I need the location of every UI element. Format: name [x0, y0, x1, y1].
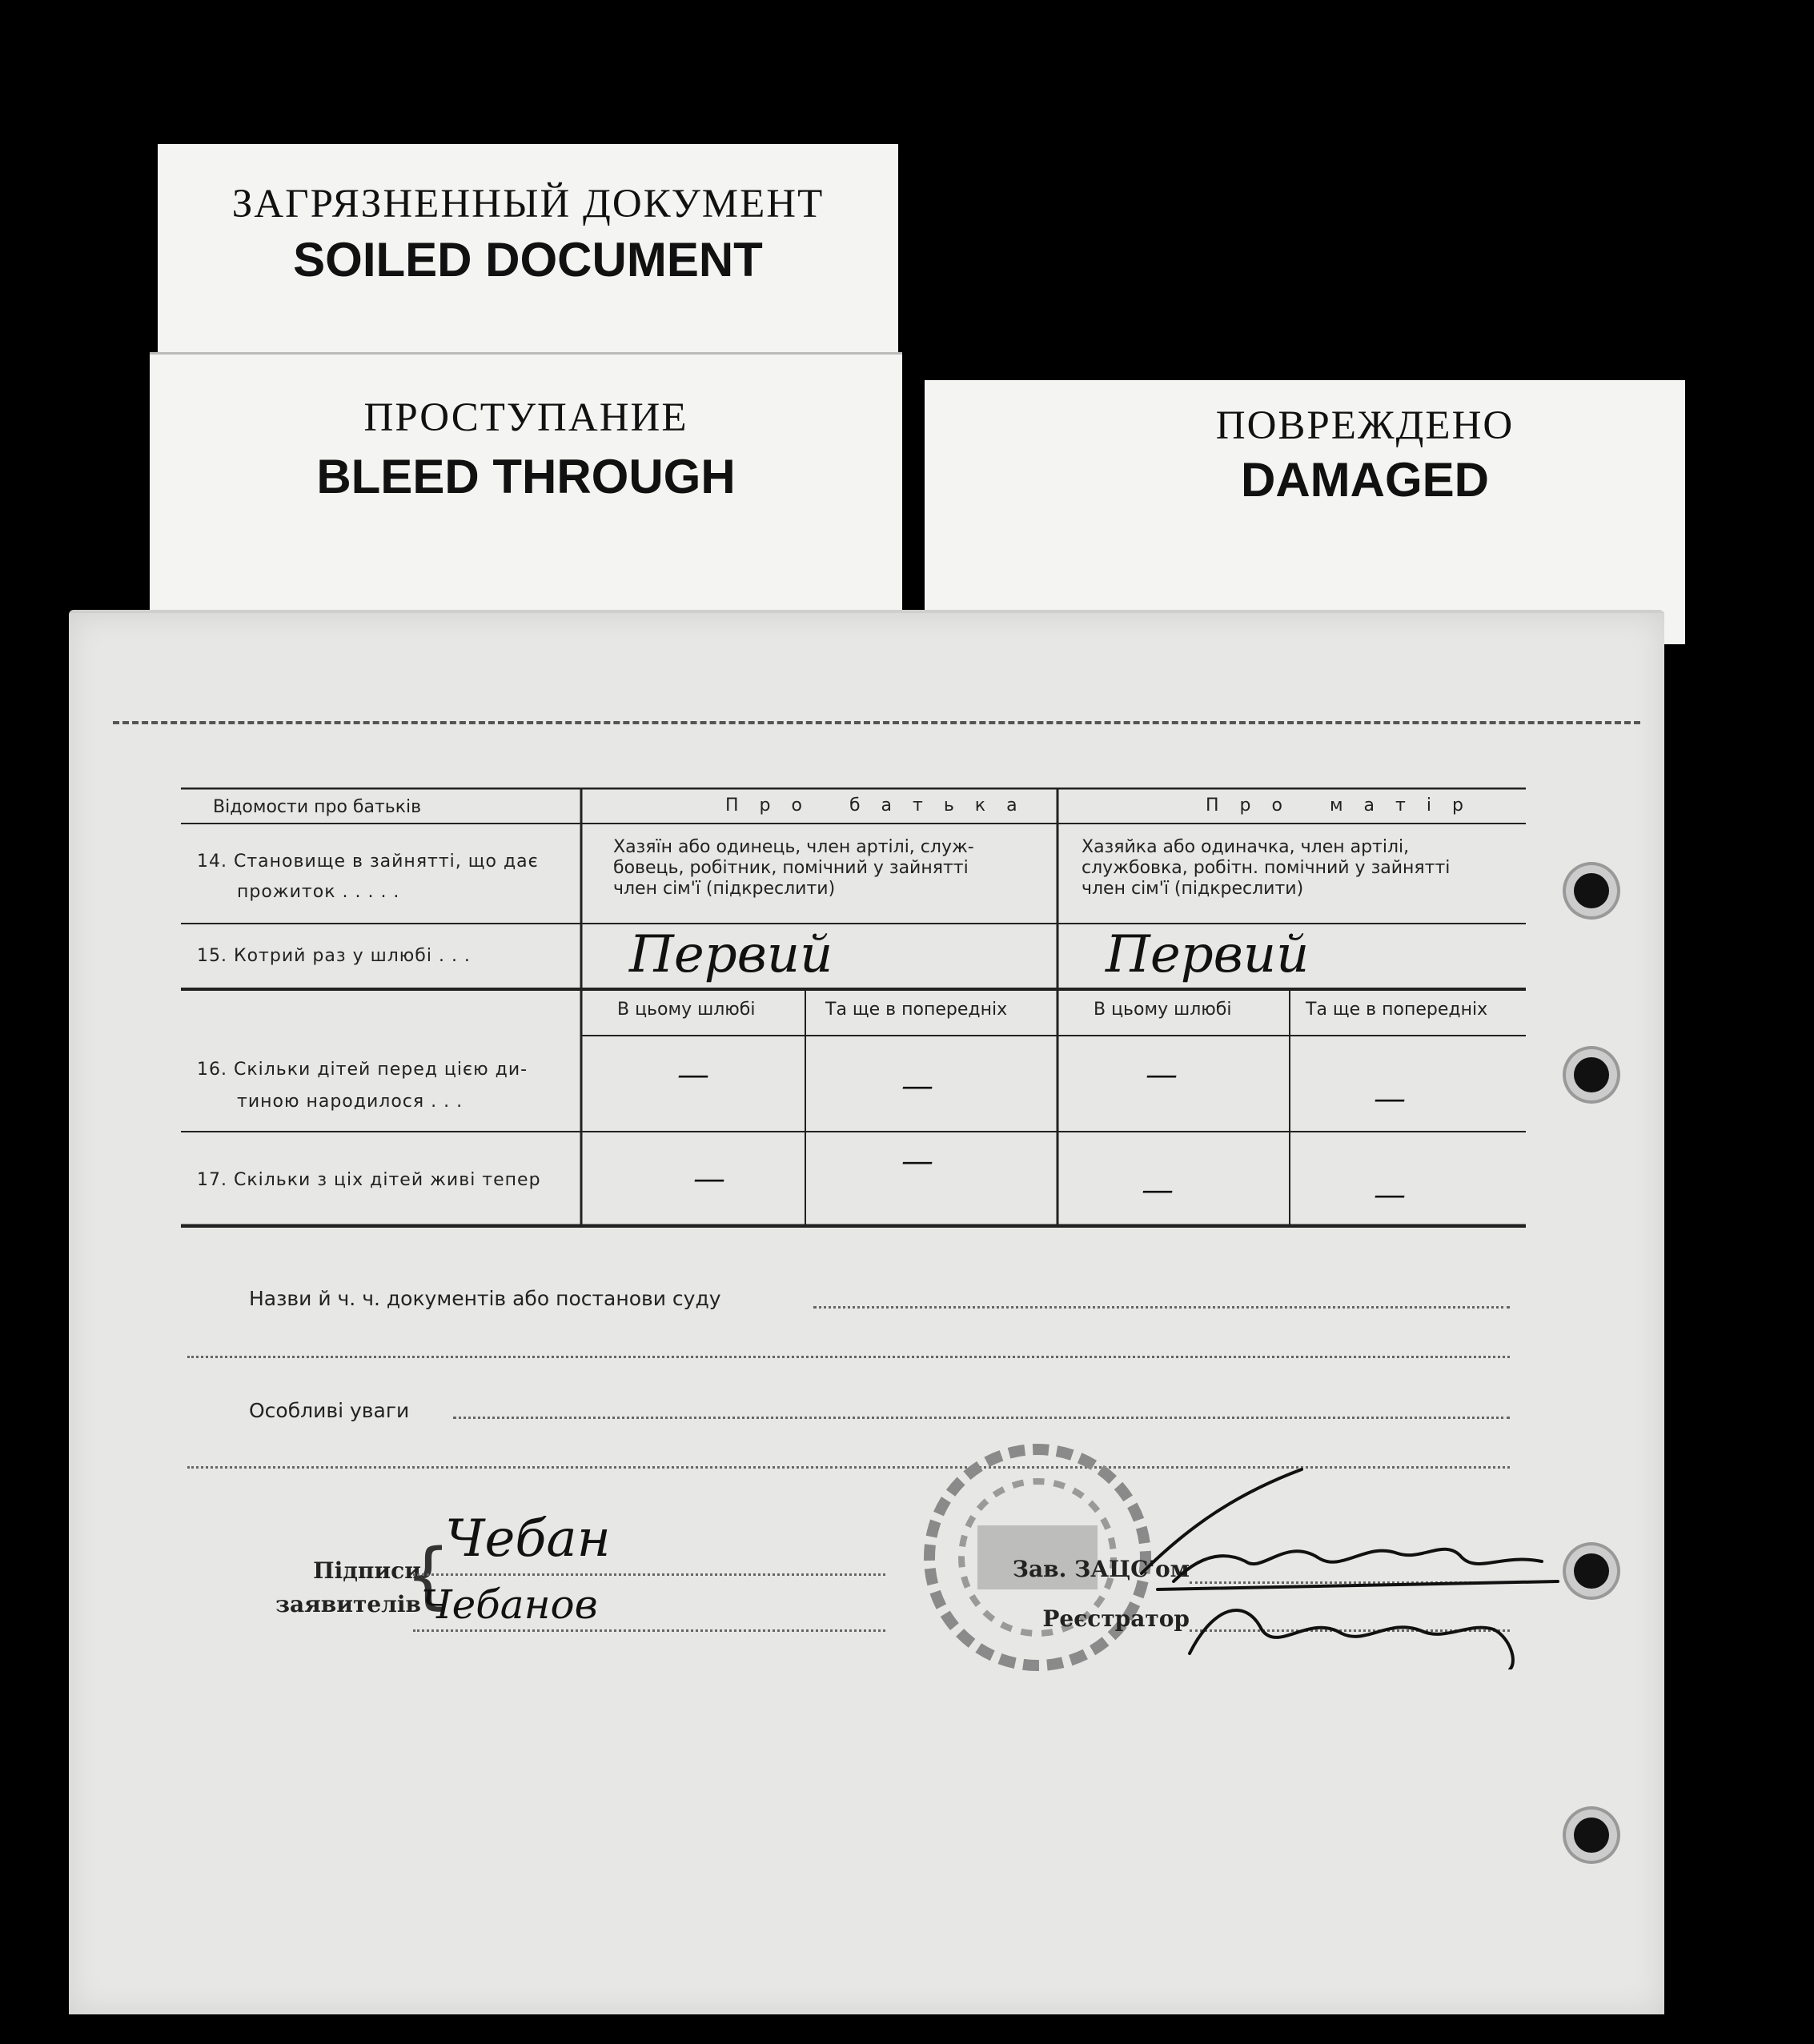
- row17-label: 17. Скільки з ціх дітей живі тепер: [197, 1170, 541, 1190]
- subheader-father-prev: Та ще в попередніх: [825, 1000, 1008, 1020]
- soiled-label-ru: ЗАГРЯЗНЕННЫЙ ДОКУМЕНТ: [231, 182, 825, 226]
- applicant-line-1: [413, 1573, 885, 1576]
- bleed-label-ru: ПРОСТУПАНИЕ: [363, 395, 688, 440]
- applicant-line-2: [413, 1629, 885, 1632]
- row17-value-3: —: [1142, 1172, 1174, 1208]
- table-header-father: Про батька: [725, 796, 1038, 816]
- row16-value-4: —: [1374, 1080, 1406, 1117]
- row16-value-1: —: [677, 1056, 709, 1093]
- damaged-card: [925, 380, 1685, 644]
- head-label: Зав. ЗАЦС'ом: [1012, 1556, 1190, 1582]
- row14-father-line1: Хазяїн або одинець, член артілі, служ-: [613, 837, 974, 857]
- row16-value-2: —: [901, 1068, 933, 1104]
- row15-father-handwriting: Первий: [629, 925, 833, 984]
- perforation-line: [113, 721, 1640, 724]
- registrar-label: Реєстратор: [1042, 1605, 1190, 1632]
- official-signatures: [1126, 1461, 1574, 1669]
- row14-father-line3: член сім'ї (підкреслити): [613, 879, 836, 899]
- row16-label-line1: 16. Скільки дітей перед цією ди-: [197, 1060, 528, 1080]
- applicant-signature-1: Чебан: [445, 1509, 611, 1569]
- bleed-through-card: [150, 352, 902, 624]
- form-sheet: [69, 610, 1664, 2014]
- row14-mother-line2: службовка, робітн. помічний у зайнятті: [1082, 858, 1451, 878]
- punch-hole-1: [1574, 873, 1609, 908]
- subheader-mother-prev: Та ще в попередніх: [1306, 1000, 1488, 1020]
- row17-value-1: —: [693, 1160, 725, 1197]
- table-header-mother: Про матір: [1206, 796, 1484, 816]
- documents-line-2: [187, 1356, 1510, 1358]
- subheader-father-this: В цьому шлюбі: [617, 1000, 756, 1020]
- row15-label: 15. Котрий раз у шлюбі . . .: [197, 946, 471, 966]
- applicants-label-line1: Підписи: [313, 1557, 421, 1584]
- applicants-brace: {: [405, 1533, 451, 1617]
- row14-label-line2: прожиток . . . . .: [237, 882, 400, 902]
- remarks-line-1: [453, 1417, 1510, 1419]
- row17-value-2: —: [901, 1143, 933, 1180]
- soiled-document-card: [158, 144, 898, 360]
- punch-hole-3: [1574, 1553, 1609, 1589]
- table-header-col1: Відомости про батьків: [213, 797, 422, 817]
- row14-label-line1: 14. Становище в зайнятті, що дає: [197, 852, 539, 872]
- row15-mother-handwriting: Первий: [1106, 925, 1310, 984]
- applicants-label-line2: заявителів: [275, 1591, 421, 1617]
- subheader-mother-this: В цьому шлюбі: [1094, 1000, 1232, 1020]
- row16-value-3: —: [1146, 1056, 1178, 1093]
- damaged-label-ru: ПОВРЕЖДЕНО: [1215, 403, 1515, 448]
- row17-value-4: —: [1374, 1176, 1406, 1213]
- row14-mother-line1: Хазяйка або одиначка, член артілі,: [1082, 837, 1410, 857]
- applicant-signature-2: Чебанов: [421, 1581, 598, 1628]
- damaged-label-en: DAMAGED: [1241, 453, 1489, 507]
- remarks-label: Особливі уваги: [249, 1399, 410, 1422]
- soiled-label-en: SOILED DOCUMENT: [293, 233, 763, 287]
- documents-label: Назви й ч. ч. документів або постанови суду: [249, 1287, 721, 1310]
- row14-father-line2: бовець, робітник, помічний у зайнятті: [613, 858, 969, 878]
- punch-hole-4: [1574, 1818, 1609, 1853]
- bleed-label-en: BLEED THROUGH: [316, 450, 736, 503]
- punch-hole-2: [1574, 1057, 1609, 1092]
- parents-table: [181, 788, 1526, 1228]
- row16-label-line2: тиною народилося . . .: [237, 1092, 464, 1112]
- documents-line-1: [813, 1306, 1510, 1309]
- row14-mother-line3: член сім'ї (підкреслити): [1082, 879, 1304, 899]
